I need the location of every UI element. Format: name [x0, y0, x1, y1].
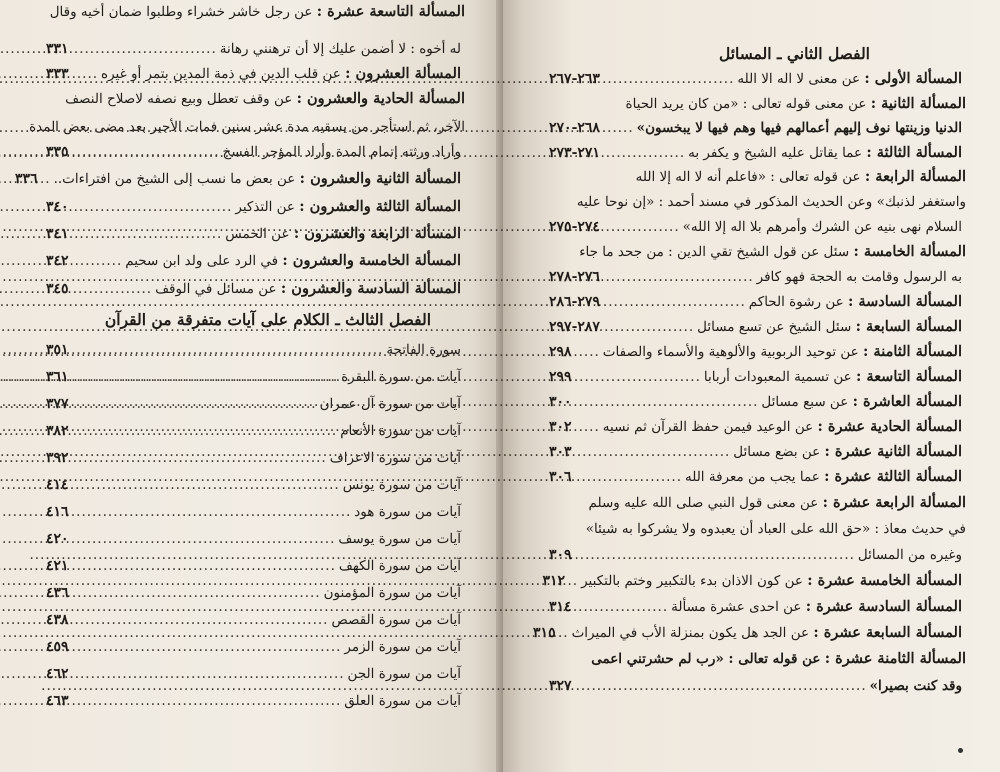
toc-entry: المسألة الخامسة والعشرون : في الرد على ولد ابن سحيم ..... ٣٤٢ — [46, 252, 465, 270]
surah-entry: آيات من سورة الأنعام ..... ٣٨٢ — [46, 422, 465, 440]
toc-entry: المسألة السادسة : عن رشوة الحاكم ..... ٢٧٩-٢٨٦ — [549, 293, 966, 311]
page-mark — [958, 748, 963, 753]
surah-entry: آيات من سورة آل عمران ..... ٣٧٧ — [46, 395, 465, 413]
toc-entry: المسألة السادسة والعشرون : عن مسائل في الوقف ..... ٣٤٥ — [46, 280, 465, 298]
toc-entry: المسألة التاسعة : عن تسمية المعبودات أربابا ..... ٢٩٩ — [549, 368, 966, 386]
toc-entry: المسألة الخامسة عشرة : عن كون الاذان بدء بالتكبير وختم بالتكبير ..... ٣١٢ — [549, 572, 966, 590]
toc-line: المسألة الحادية والعشرون : عن وقف تعطل وبيع نصفه لاصلاح النصف — [65, 90, 465, 107]
toc-entry: وقد كنت بصيرا» ..... ٣٢٧ — [549, 677, 966, 695]
toc-line: في حديث معاذ : «حق الله على العباد أن يعبدوه ولا يشركوا به شيئا» — [585, 521, 966, 537]
toc-line: المسألة التاسعة عشرة : عن رجل خاشر خشراء وطلبوا ضمان أخيه وقال — [49, 3, 465, 20]
surah-entry: آيات من سورة الاعراف ..... ٣٩٢ — [46, 449, 465, 467]
toc-entry: له أخوه : لا أضمن عليك إلا أن ترهنني رهانة ..... ٣٣١ — [46, 40, 465, 58]
toc-entry: به الرسول وقامت به الحجة فهو كافر ..... ٢٧٦-٢٧٨ — [549, 268, 966, 286]
toc-entry: المسألة الرابعة والعشرون : عن الخمس ..... ٣٤١ — [46, 225, 465, 243]
surah-entry: آيات من سورة الجن ..... ٤٦٢ — [46, 665, 465, 683]
toc-line: المسألة الرابعة : عن قوله تعالى : «فاعلم أنه لا اله إلا الله — [635, 168, 966, 185]
toc-line: المسألة الخامسة : سئل عن قول الشيخ تقي الدين : من جحد ما جاء — [579, 243, 966, 260]
toc-entry: المسألة الثانية عشرة : عن بضع مسائل ..... ٣٠٣ — [549, 443, 966, 461]
toc-line: الآخر، ثم استأجر من يسقيه مدة عشر سنين فمات الأجير بعد مضى بعض المدة — [29, 119, 465, 135]
toc-line: المسألة الثامنة عشرة : عن قوله تعالى : «رب لم حشرتني اعمى — [591, 650, 966, 667]
surah-entry: آيات من سورة يونس ..... ٤١٤ — [46, 476, 465, 494]
toc-entry: المسألة العاشرة : عن سبع مسائل ..... ٣٠٠ — [549, 393, 966, 411]
toc-entry: المسألة الثالثة : عما يقاتل عليه الشيخ و يكفر به ..... ٢٧١-٢٧٣ — [549, 144, 966, 162]
toc-entry: المسألة الثامنة : عن توحيد الربوبية والألوهية والأسماء والصفات ..... ٢٩٨ — [549, 343, 966, 361]
surah-entry: آيات من سورة البقرة ..... ٣٦١ — [46, 368, 465, 386]
surah-entry: آيات من سورة الكهف ..... ٤٢١ — [46, 557, 465, 575]
surah-entry: آيات من سورة القصص ..... ٤٣٨ — [46, 611, 465, 629]
toc-line: المسألة الرابعة عشرة : عن معنى قول النبي صلى الله عليه وسلم — [588, 494, 966, 511]
toc-entry: وأراد ورثته إتمام المدة وأراد المؤجر الفسخ ..... ٣٣٥ — [46, 143, 465, 161]
toc-entry: الدنيا وزينتها نوف إليهم أعمالهم فيها وهم فيها لا يبخسون» ..... ٢٦٨-٢٧٠ — [549, 119, 966, 137]
section-title: الفصل الثاني ـ المسائل — [718, 44, 870, 63]
surah-entry: آيات من سورة المؤمنون ..... ٤٣٦ — [46, 584, 465, 602]
toc-entry: المسألة الثانية والعشرون : عن بعض ما نسب إلى الشيخ من افتراءات.. ..... ٣٣٦ — [46, 170, 465, 188]
surah-entry: آيات من سورة الزمر ..... ٤٥٩ — [46, 638, 465, 656]
surah-entry: سورة الفاتحة ..... ٣٥١ — [46, 341, 465, 359]
toc-entry: السلام نهى بنيه عن الشرك وأمرهم بلا اله إلا الله» ..... ٢٧٤-٢٧٥ — [549, 218, 966, 236]
toc-entry: المسألة السادسة عشرة : عن احدى عشرة مسألة ..... ٣١٤ — [549, 598, 966, 616]
surah-entry: آيات من سورة يوسف ..... ٤٢٠ — [46, 530, 465, 548]
toc-entry: المسألة العشرون : عن قلب الدين في ذمة المدين بتمر أو غيره ..... ٣٣٣ — [46, 65, 465, 83]
toc-entry: المسألة السابعة : سئل الشيخ عن تسع مسائل ..... ٢٨٧-٢٩٧ — [549, 318, 966, 336]
surah-entry: آيات من سورة العلق ..... ٤٦٣ — [46, 692, 465, 710]
section-title: الفصل الثالث ـ الكلام على آيات متفرقة من القرآن — [104, 310, 431, 329]
toc-line: واستغفر لذنبك» وعن الحديث المذكور في مسند أحمد : «إن نوحا عليه — [576, 194, 966, 210]
toc-entry: المسألة الأولى : عن معنى لا اله الا الله ..... ٢٦٣-٢٦٧ — [549, 70, 966, 88]
toc-line: المسألة الثانية : عن معنى قوله تعالى : «من كان يريد الحياة — [625, 95, 966, 112]
toc-entry: المسألة الحادية عشرة : عن الوعيد فيمن حفظ القرآن ثم نسيه ..... ٣٠٢ — [549, 418, 966, 436]
toc-entry: المسألة الثالثة والعشرون : عن التذكير ..... ٣٤٠ — [46, 198, 465, 216]
toc-entry: المسألة الثالثة عشرة : عما يجب من معرفة الله ..... ٣٠٦ — [549, 468, 966, 486]
toc-entry: وغيره من المسائل ..... ٣٠٩ — [549, 546, 966, 564]
toc-entry: المسألة السابعة عشرة : عن الجد هل يكون بمنزلة الأب في الميراث ..... ٣١٥ — [549, 624, 966, 642]
right-page — [503, 0, 1000, 772]
surah-entry: آيات من سورة هود ..... ٤١٦ — [46, 503, 465, 521]
